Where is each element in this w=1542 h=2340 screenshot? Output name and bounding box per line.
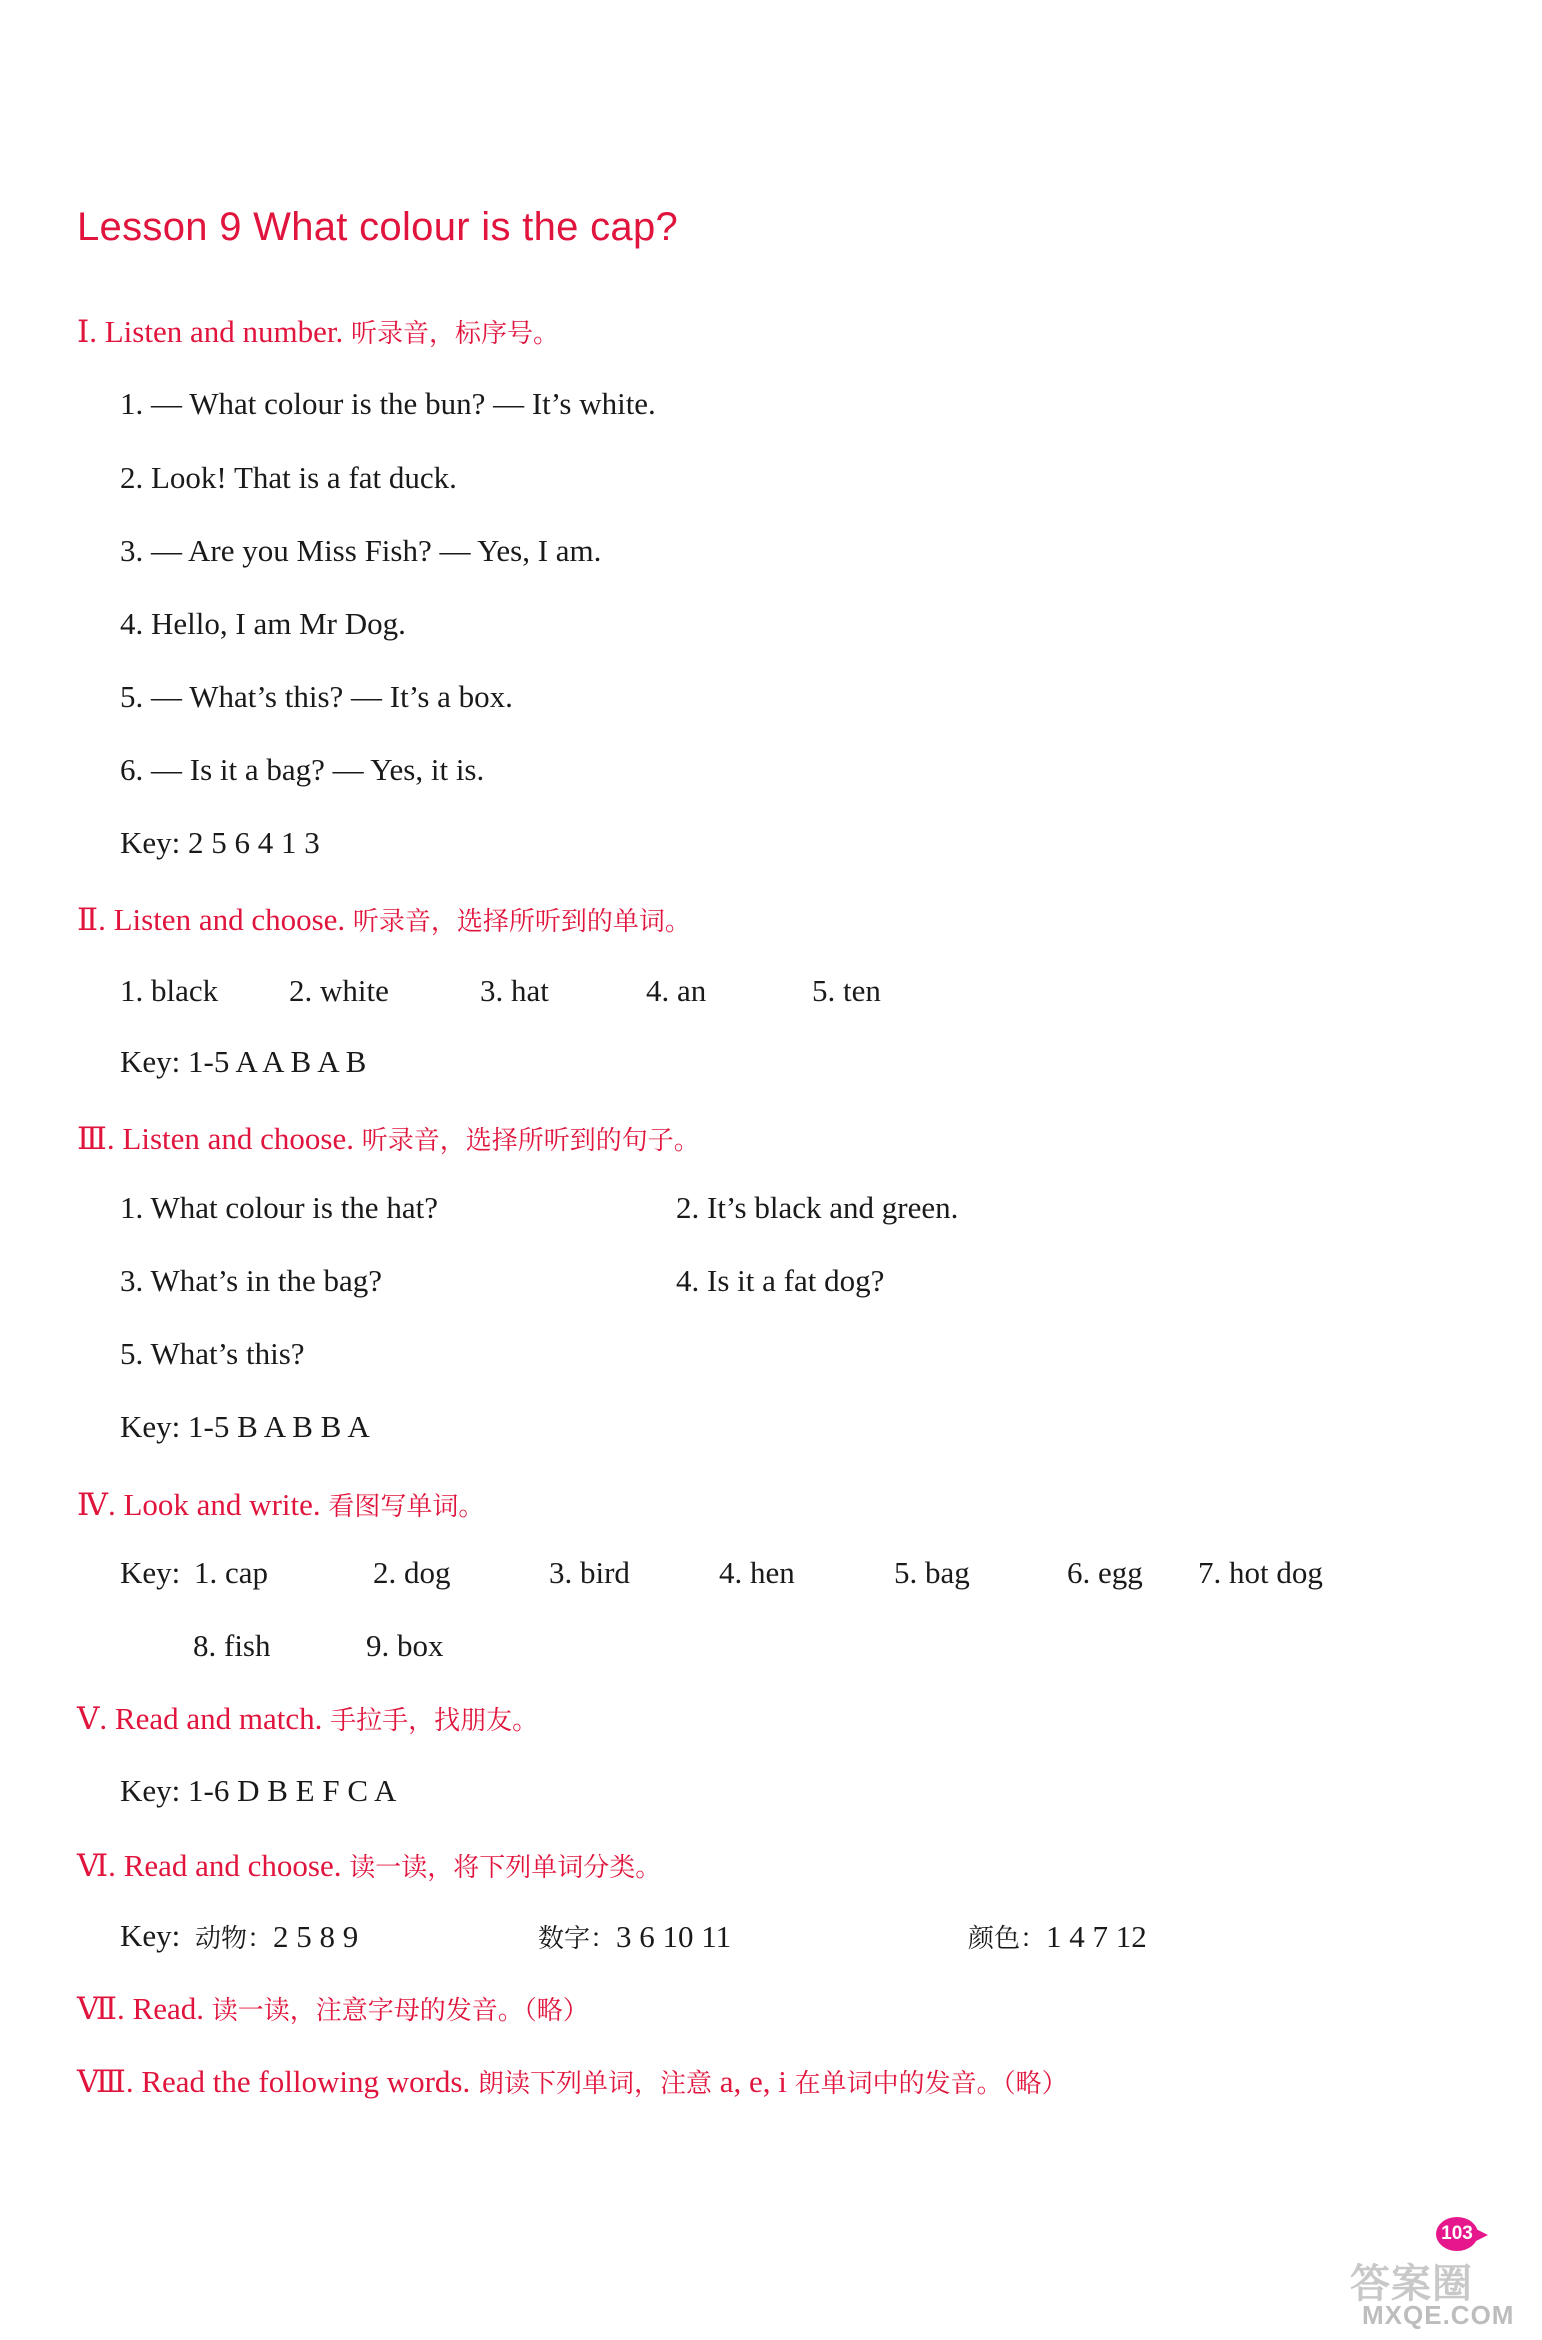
section-6-instruction: Read and choose. (123, 1848, 342, 1883)
category-numbers (538, 1918, 731, 1955)
section-2-number: Ⅱ. (77, 902, 106, 937)
section-1-instruction-cn: 听录音，标序号。 (350, 319, 559, 349)
word-item: 7. hot dog (1198, 1555, 1323, 1590)
answer-key: Key: 1-5 B A B B A (120, 1409, 370, 1444)
word-item: 3. hat (480, 973, 549, 1008)
watermark-url: MXQE.COM (1362, 2300, 1515, 2330)
word-item: 9. box (366, 1628, 444, 1663)
section-1-number: Ⅰ. (77, 314, 97, 349)
section-4-instruction-cn: 看图写单词。 (328, 1492, 485, 1522)
category-animals-label: 动物： (195, 1924, 274, 1954)
word-item: 4. hen (719, 1555, 795, 1590)
category-colors-values: 1 4 7 12 (1046, 1919, 1147, 1954)
section-4-heading (77, 1486, 484, 1523)
section-3-number: Ⅲ. (77, 1121, 115, 1156)
category-numbers-label: 数字： (538, 1924, 617, 1954)
section-5-instruction: Read and match. (114, 1701, 323, 1736)
section-5-number: Ⅴ. (77, 1701, 108, 1736)
section-8-instruction-cn: 朗读下列单词，注意 (477, 2069, 712, 2099)
category-animals (195, 1918, 358, 1955)
section-3-heading (77, 1120, 700, 1157)
section-5-instruction-cn: 手拉手，找朋友。 (330, 1706, 539, 1736)
list-item: 1. — What colour is the bun? — It’s white. (120, 386, 656, 421)
section-8-instruction: Read the following words. (141, 2064, 471, 2099)
category-colors (968, 1918, 1147, 1955)
word-item: 1. cap (194, 1555, 269, 1590)
list-item: 3. — Are you Miss Fish? — Yes, I am. (120, 533, 602, 568)
section-7-instruction: Read. (132, 1991, 204, 2026)
answer-key: Key: 2 5 6 4 1 3 (120, 825, 320, 860)
section-6-number: Ⅵ. (77, 1848, 116, 1883)
word-item: 6. egg (1067, 1555, 1143, 1590)
answer-key: Key: 1-5 A A B A B (120, 1044, 367, 1079)
list-item: 4. Is it a fat dog? (676, 1263, 885, 1298)
section-2-instruction-cn: 听录音，选择所听到的单词。 (352, 907, 691, 937)
answer-key: Key: 1-6 D B E F C A (120, 1773, 397, 1808)
word-item: 2. dog (373, 1555, 451, 1590)
word-item: 5. ten (812, 973, 881, 1008)
section-8-heading (77, 2063, 1068, 2100)
section-8-number: Ⅷ. (77, 2064, 134, 2099)
list-item: 6. — Is it a bag? — Yes, it is. (120, 752, 485, 787)
section-8-instruction-cn-2: 在单词中的发音。（略） (794, 2069, 1068, 2099)
section-3-instruction-cn: 听录音，选择所听到的句子。 (361, 1126, 700, 1156)
word-item: 2. white (289, 973, 389, 1008)
category-animals-values: 2 5 8 9 (273, 1919, 359, 1954)
word-item: 8. fish (193, 1628, 271, 1663)
category-numbers-values: 3 6 10 11 (616, 1919, 732, 1954)
section-5-heading (77, 1700, 538, 1737)
section-7-number: Ⅶ. (77, 1991, 125, 2026)
section-7-instruction-cn: 读一读，注意字母的发音。（略） (211, 1996, 589, 2026)
section-4-instruction: Look and write. (123, 1487, 321, 1522)
section-4-number: Ⅳ. (77, 1487, 116, 1522)
list-item: 5. — What’s this? — It’s a box. (120, 679, 513, 714)
word-item: 1. black (120, 973, 219, 1008)
section-8-letters: a, e, i (712, 2064, 795, 2099)
list-item: 4. Hello, I am Mr Dog. (120, 606, 406, 641)
category-colors-label: 颜色： (968, 1924, 1047, 1954)
section-1-instruction: Listen and number. (104, 314, 344, 349)
section-2-instruction: Listen and choose. (113, 902, 346, 937)
answer-key-label: Key: (120, 1918, 181, 1953)
list-item: 3. What’s in the bag? (120, 1263, 383, 1298)
section-3-instruction: Listen and choose. (122, 1121, 354, 1156)
section-6-heading (77, 1847, 661, 1884)
answer-key-label: Key: (120, 1555, 181, 1590)
section-2-heading (77, 901, 691, 938)
section-6-instruction-cn: 读一读，将下列单词分类。 (349, 1853, 662, 1883)
lesson-title: Lesson 9 What colour is the cap? (77, 205, 679, 249)
word-item: 5. bag (894, 1555, 970, 1590)
watermark-logo: 答案圈 (1350, 2262, 1473, 2306)
list-item: 5. What’s this? (120, 1336, 305, 1371)
list-item: 1. What colour is the hat? (120, 1190, 438, 1225)
list-item: 2. Look! That is a fat duck. (120, 460, 457, 495)
page-number-badge: 103 (1436, 2217, 1478, 2251)
word-item: 4. an (646, 973, 707, 1008)
word-item: 3. bird (549, 1555, 630, 1590)
section-1-heading (77, 313, 559, 350)
section-7-heading (77, 1990, 589, 2027)
list-item: 2. It’s black and green. (676, 1190, 959, 1225)
